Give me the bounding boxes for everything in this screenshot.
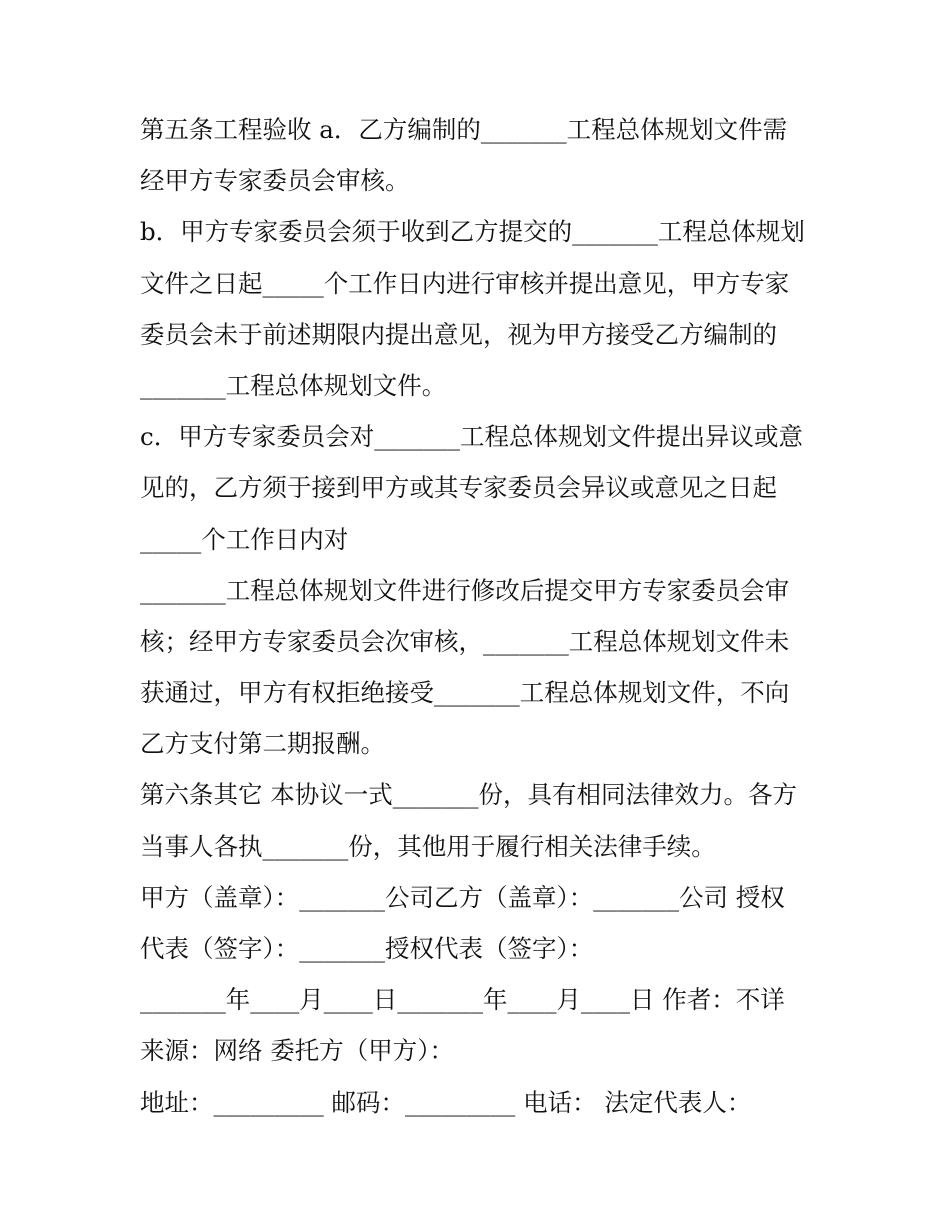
text-line-address-contact: 地址：_________ 邮码：_________ 电话： 法定代表人： [140,1087,752,1117]
text-line: 核；经甲方专家委员会次审核，_______工程总体规划文件未 [140,626,790,656]
text-line: _____个工作日内对 [140,524,349,554]
text-line-article6-title: 第六条其它 本协议一式_______份，具有相同法律效力。各方 [140,780,798,810]
text-line: _______工程总体规划文件。 [140,370,447,400]
text-line-dates-author: _______年____月____日_______年____月____日 作者：不详 [140,985,785,1015]
text-line: 见的，乙方须于接到甲方或其专家委员会异议或意见之日起 [140,473,777,503]
text-line: 获通过，甲方有权拒绝接受_______工程总体规划文件，不向 [140,678,790,708]
text-line-signature-parties: 甲方（盖章）：_______公司乙方（盖章）：_______公司 授权 [140,882,785,912]
text-line-clause-c: c．甲方专家委员会对_______工程总体规划文件提出异议或意 [140,422,803,452]
text-line-article5-title: 第五条工程验收 a．乙方编制的_______工程总体规划文件需 [140,115,788,144]
text-line-source-client: 来源：网络 委托方（甲方）： [140,1036,455,1066]
text-line: 经甲方专家委员会审核。 [140,166,410,196]
document-page [140,104,812,1128]
text-line-signature-reps: 代表（签字）：_______授权代表（签字）： [140,934,594,963]
text-line: 乙方支付第二期报酬。 [140,729,385,759]
text-line: 委员会未于前述期限内提出意见，视为甲方接受乙方编制的 [140,319,777,349]
text-line: 当事人各执_______份，其他用于履行相关法律手续。 [140,831,716,861]
text-line: _______工程总体规划文件进行修改后提交甲方专家委员会审 [140,575,790,605]
text-line: 文件之日起_____个工作日内进行审核并提出意见，甲方专家 [140,268,790,298]
text-line-clause-b: b．甲方专家委员会须于收到乙方提交的_______工程总体规划 [140,217,805,247]
